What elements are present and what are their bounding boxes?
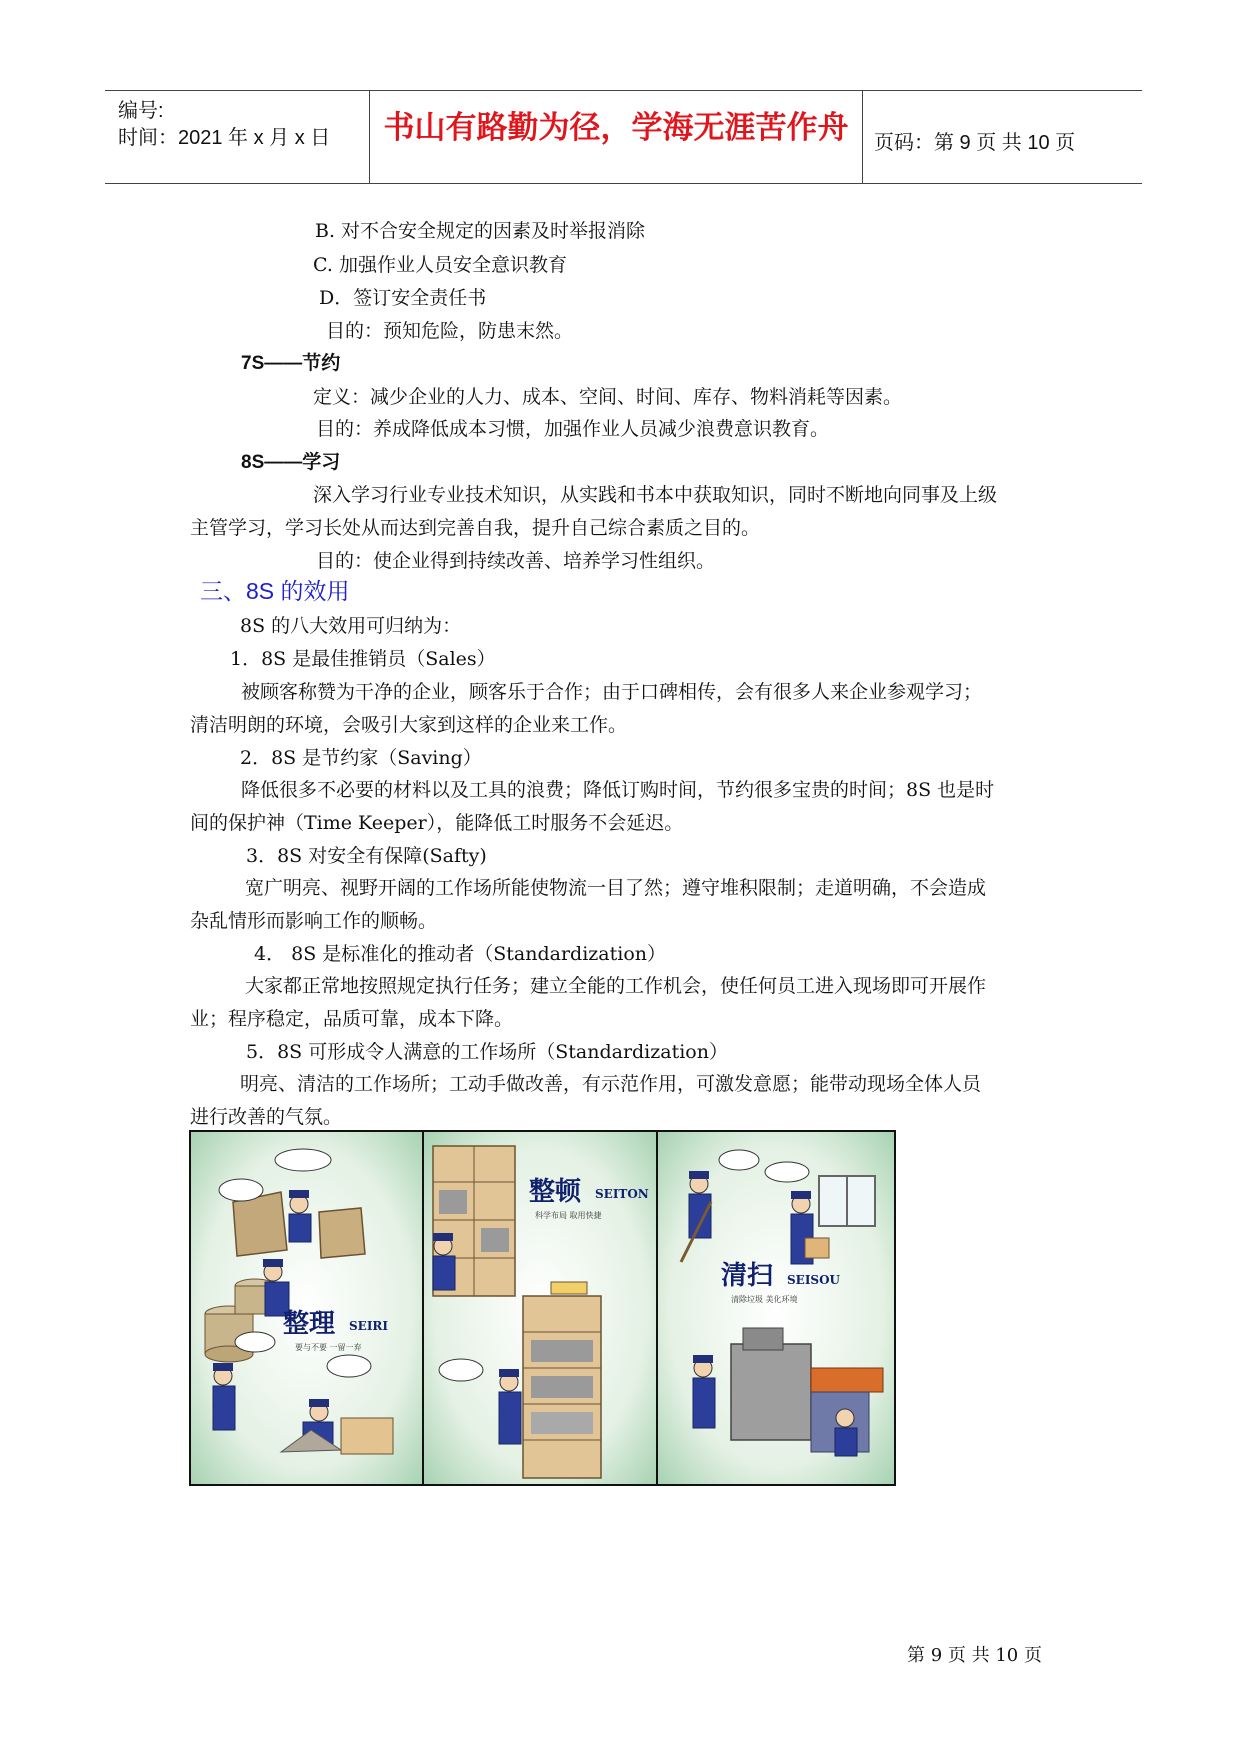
benefit-3-title: 3．8S 对安全有保障(Safty) [246, 845, 487, 867]
benefit-5-text-1: 明亮、清洁的工作场所；工动手做改善，有示范作用，可激发意愿；能带动现场全体人员 [240, 1073, 982, 1095]
item-b: B. 对不合安全规定的因素及时举报消除 [315, 220, 646, 242]
header-page-label: 页码：第 9 页 共 10 页 [874, 132, 1076, 154]
panel-seiton-title: 整顿 [529, 1177, 582, 1207]
header-divider-right [862, 90, 863, 183]
benefit-1-text-2: 清洁明朗的环境，会吸引大家到这样的企业来工作。 [190, 714, 628, 736]
purpose-7s: 目的：养成降低成本习惯，加强作业人员减少浪费意识教育。 [316, 418, 830, 440]
page-footer: 第 9 页 共 10 页 [907, 1645, 1042, 1666]
benefit-4-text-1: 大家都正常地按照规定执行任务；建立全能的工作机会，使任何员工进入现场即可开展作 [245, 975, 987, 997]
panel-seisou [658, 1132, 894, 1484]
intro-line: 8S 的八大效用可归纳为： [240, 615, 462, 637]
panel-seisou-subtitle: 清除垃圾 美化环境 [731, 1295, 798, 1304]
panel-seiri-subtitle: 要与不要 一留一弃 [295, 1343, 362, 1352]
illustration-5s [189, 1130, 896, 1486]
purpose-8s: 目的：使企业得到持续改善、培养学习性组织。 [316, 550, 716, 572]
panel-seiri-title: 整理 [283, 1309, 336, 1339]
benefit-2-title: 2．8S 是节约家（Saving） [240, 747, 482, 769]
illustration-svg [191, 1132, 894, 1484]
benefit-2-text-2: 间的保护神（Time Keeper），能降低工时服务不会延迟。 [190, 812, 684, 834]
panel-seisou-roman: SEISOU [787, 1273, 841, 1287]
panel-seiri-roman: SEIRI [349, 1319, 389, 1333]
benefit-3-text-2: 杂乱情形而影响工作的顺畅。 [190, 910, 438, 932]
panel-seiton-roman: SEITON [595, 1187, 649, 1201]
benefit-5-title: 5．8S 可形成令人满意的工作场所（Standardization） [246, 1041, 728, 1063]
heading-8s: 8S——学习 [241, 452, 341, 473]
paragraph-8s-1: 深入学习行业专业技术知识，从实践和书本中获取知识，同时不断地向同事及上级 [313, 484, 998, 506]
benefit-2-text-1: 降低很多不必要的材料以及工具的浪费；降低订购时间，节约很多宝贵的时间；8S 也是时 [241, 779, 995, 801]
item-d: D．签订安全责任书 [319, 287, 487, 309]
section-title: 三、8S 的效用 [200, 578, 350, 604]
paragraph-8s-2: 主管学习，学习长处从而达到完善自我，提升自己综合素质之目的。 [190, 517, 761, 539]
panel-seiton-subtitle: 科学布局 取用快捷 [535, 1211, 602, 1220]
header-time-label: 时间：2021 年 x 月 x 日 [118, 127, 331, 149]
header-motto: 书山有路勤为径，学海无涯苦作舟 [383, 110, 849, 146]
heading-7s: 7S——节约 [241, 353, 341, 374]
definition-7s: 定义：减少企业的人力、成本、空间、时间、库存、物料消耗等因素。 [313, 386, 903, 408]
benefit-3-text-1: 宽广明亮、视野开阔的工作场所能使物流一目了然；遵守堆积限制；走道明确，不会造成 [245, 877, 987, 899]
item-c: C. 加强作业人员安全意识教育 [313, 254, 567, 276]
header-number-label: 编号: [118, 100, 164, 122]
panel-seisou-title: 清扫 [721, 1261, 774, 1291]
panel-seiri [191, 1132, 423, 1484]
benefit-4-text-2: 业；程序稳定，品质可靠，成本下降。 [190, 1008, 514, 1030]
benefit-4-title: 4． 8S 是标准化的推动者（Standardization） [254, 943, 667, 965]
header-divider-left [369, 90, 370, 183]
purpose-6s: 目的：预知危险，防患末然。 [326, 320, 574, 342]
header-bottom-rule [105, 183, 1142, 184]
benefit-1-title: 1．8S 是最佳推销员（Sales） [230, 648, 496, 670]
header-top-rule [105, 90, 1142, 91]
benefit-1-text-1: 被顾客称赞为干净的企业，顾客乐于合作；由于口碑相传，会有很多人来企业参观学习； [241, 681, 983, 703]
benefit-5-text-2: 进行改善的气氛。 [190, 1106, 343, 1128]
